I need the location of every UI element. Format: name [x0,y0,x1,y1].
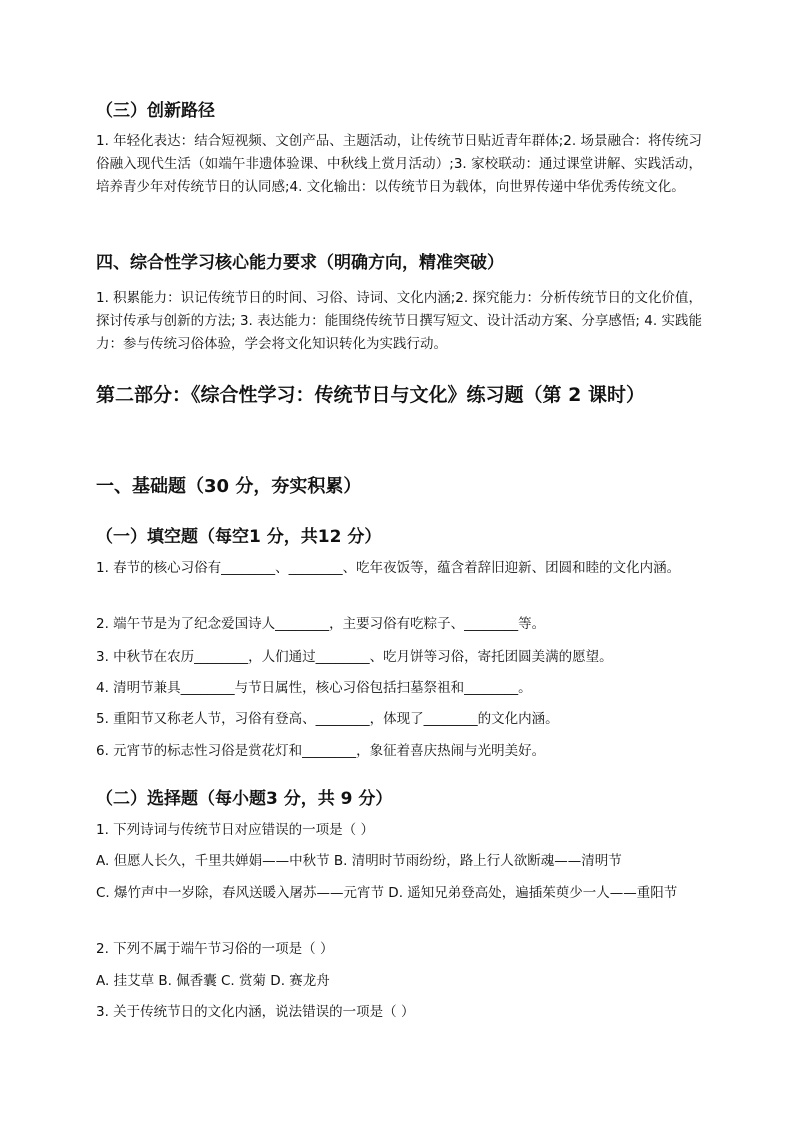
basic-section-heading: 一、基础题（30 分，夯实积累） [96,476,362,497]
section-4-body: 1. 积累能力：识记传统节日的时间、习俗、诗词、文化内涵;2. 探究能力：分析传统节日的文化价值，探讨传承与创新的方法; 3. 表达能力：能围绕传统节日撰写短文、设计活动方案、分享感悟; 4. 实践能力：参与传统习俗体验，学会将文化知识转化为实践行动。 [96,290,702,352]
fill-blank-q6: 6. 元宵节的标志性习俗是赏花灯和________，象征着喜庆热闹与光明美好。 [96,743,546,759]
choice-q1-options-ab: A. 但愿人长久，千里共婵娟——中秋节 B. 清明时节雨纷纷，路上行人欲断魂——清明节 [96,853,622,869]
fill-blank-q4: 4. 清明节兼具________与节日属性，核心习俗包括扫墓祭祖和________。 [96,680,532,696]
section-4-heading: 四、综合性学习核心能力要求（明确方向，精准突破） [96,253,504,273]
part-2-title: 第二部分：《综合性学习：传统节日与文化》练习题（第 2 课时） [96,384,645,406]
choice-heading: （二）选择题（每小题3 分，共 9 分） [96,789,393,809]
choice-q2-stem: 2. 下列不属于端午节习俗的一项是（ ） [96,941,334,957]
choice-q1-options-cd: C. 爆竹声中一岁除，春风送暖入屠苏——元宵节 D. 遥知兄弟登高处，遍插茱萸少一人——重阳节 [96,885,678,901]
fill-blank-q3: 3. 中秋节在农历________，人们通过________、吃月饼等习俗，寄托团圆美满的愿望。 [96,649,613,665]
fill-blank-q2: 2. 端午节是为了纪念爱国诗人________，主要习俗有吃粽子、________等。 [96,616,546,632]
section-3-heading: （三）创新路径 [96,101,215,121]
fill-blank-q1: 1. 春节的核心习俗有________、________、吃年夜饭等，蕴含着辞旧迎新、团圆和睦的文化内涵。 [96,560,681,576]
section-3-body: 1. 年轻化表达：结合短视频、文创产品、主题活动，让传统节日贴近青年群体;2. 场景融合：将传统习俗融入现代生活（如端午非遗体验课、中秋线上赏月活动）;3. 家校联动：通过课堂讲解、实践活动，培养青少年对传统节日的认同感;4. 文化输出：以传统节日为载体，向世界传递中华优秀传统文化。 [96,133,702,195]
fill-blank-heading: （一）填空题（每空1 分，共12 分） [96,527,382,547]
choice-q3-stem: 3. 关于传统节日的文化内涵，说法错误的一项是（ ） [96,1004,415,1020]
fill-blank-q5: 5. 重阳节又称老人节，习俗有登高、________，体现了________的文化内涵。 [96,711,559,727]
choice-q1-stem: 1. 下列诗词与传统节日对应错误的一项是（ ） [96,822,374,838]
choice-q2-options: A. 挂艾草 B. 佩香囊 C. 赏菊 D. 赛龙舟 [96,973,330,989]
